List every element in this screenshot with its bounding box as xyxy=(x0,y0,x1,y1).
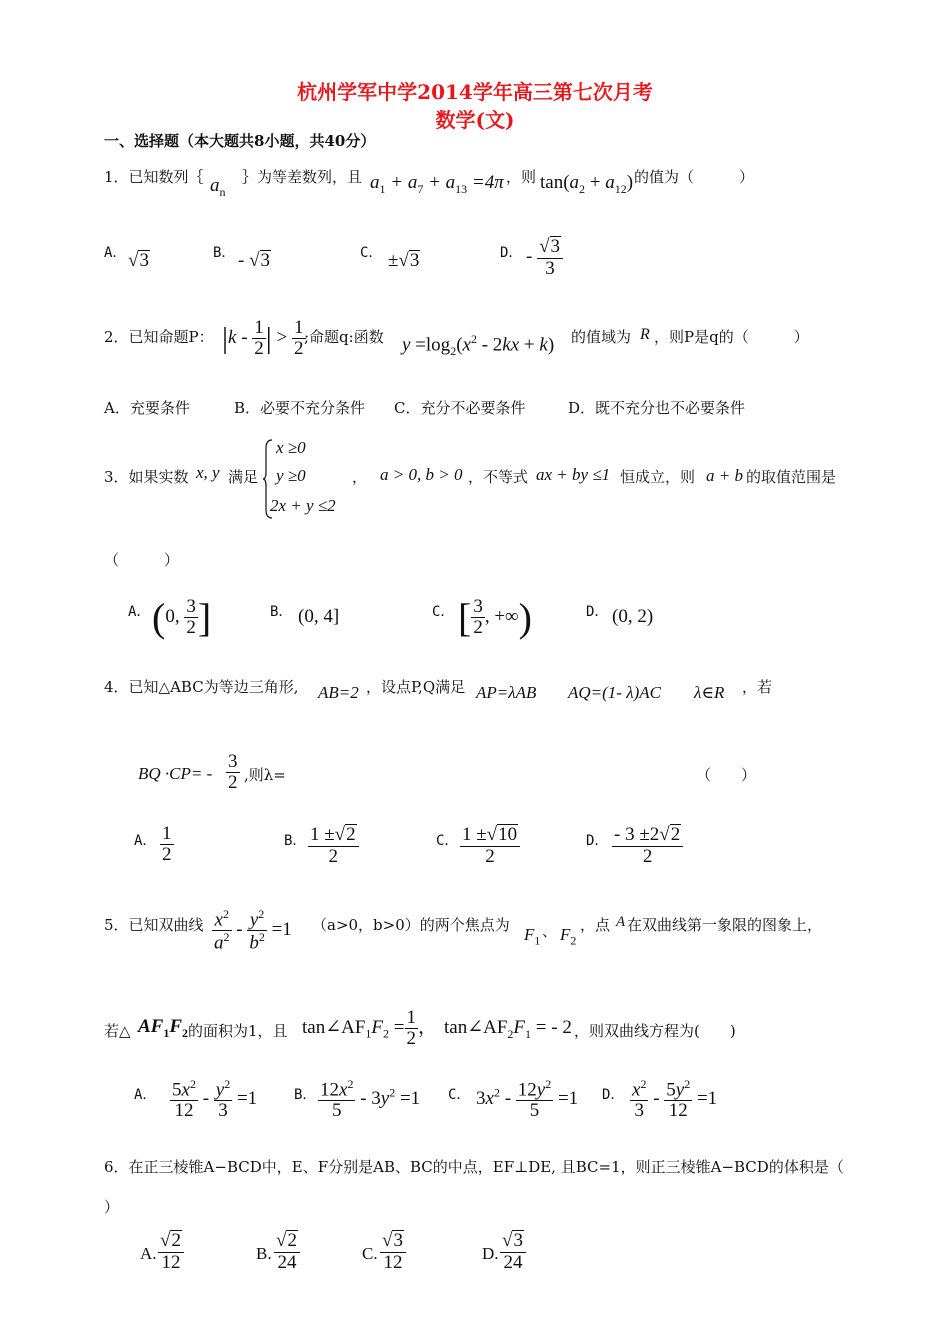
q4-option-b: $\frac{1 \pm√2}{2}$ xyxy=(308,824,359,867)
q4-option-b-label: B． xyxy=(284,833,307,849)
q3-option-a: (0, $\frac{3}{2}$ ] xyxy=(152,595,212,640)
q3-comma: ， xyxy=(352,468,368,486)
q3-option-b: (0, 4] xyxy=(298,606,340,627)
q3-option-c-label: C． xyxy=(432,604,455,620)
q3-cond-1: x ≥0 xyxy=(276,438,306,457)
q4-stem-b: ，设点P,Q满足 xyxy=(366,678,466,696)
q6-option-d: $\frac{√3}{24}$ xyxy=(500,1230,526,1273)
q1-stem-c: ，则 xyxy=(506,168,537,186)
question-1 xyxy=(104,166,204,187)
q3-stem-c: ，不等式 xyxy=(468,468,529,486)
q5-line2-b: 的面积为1，且 xyxy=(188,1022,288,1040)
q6-option-b: $\frac{√2}{24}$ xyxy=(274,1230,300,1273)
q6-option-c-label: C. xyxy=(362,1244,378,1263)
q3-apb: a + b xyxy=(706,466,743,485)
q2-function: $y =\log_2(x^2 - 2kx + k)$ xyxy=(402,332,555,359)
q4-option-a-label: A． xyxy=(134,833,157,849)
q1-stem-d: 的值为（ ） xyxy=(634,168,755,186)
q1-option-b-label: B． xyxy=(213,245,236,261)
q4-aq: AQ=(1- λ)AC xyxy=(568,683,661,702)
q5-option-d-label: D． xyxy=(602,1087,625,1103)
q6-stem: 6．在正三棱锥A−BCD中，E、F分别是AB、BC的中点，EF⊥DE, 且BC=1，则正三棱锥A−BCD的体积是（ xyxy=(104,1158,844,1176)
q4-stem-a: 4．已知△ABC为等边三角形, xyxy=(104,678,299,696)
q3-option-c: [ $\frac{3}{2}$ , +∞) xyxy=(458,595,532,640)
q3-option-b-label: B． xyxy=(270,604,293,620)
q4-paren: （ ） xyxy=(696,766,757,784)
page-title: 杭州学军中学2014学年高三第七次月考 xyxy=(297,80,653,104)
q2-stem-b: ;命题q:函数 xyxy=(304,328,384,346)
q4-option-d-label: D． xyxy=(586,833,609,849)
q2-stem-a: 2．已知命题P： xyxy=(104,328,214,346)
q1-option-d-label: D． xyxy=(500,245,523,261)
q2-stem-d: ，则P是q的（ ） xyxy=(654,328,809,346)
q4-then: ,则λ= xyxy=(244,766,286,784)
q3-option-d: (0, 2) xyxy=(612,606,654,627)
q3-stem-a: 3．如果实数 xyxy=(104,468,189,486)
q5-option-b-label: B． xyxy=(294,1087,317,1103)
q3-cond-3: 2x + y ≤2 xyxy=(270,496,336,515)
q1-stem-b: ｝为等差数列，且 xyxy=(242,168,363,186)
q5-option-b: $\frac{12x^2}{5}$ - $3y^2 =1$ xyxy=(320,1077,421,1122)
q5-stem-a: 5．已知双曲线 xyxy=(104,916,204,934)
q6-option-c: $\frac{√3}{12}$ xyxy=(380,1230,406,1273)
q3-xy: x, y xyxy=(196,463,220,482)
q2-option-d: D．既不充分也不必要条件 xyxy=(568,399,746,417)
q1-option-d: - $\frac{√3}{3}$ xyxy=(526,236,563,279)
q4-ab: AB=2 xyxy=(318,683,359,702)
q1-stem-a: 1．已知数列｛ xyxy=(104,168,204,186)
q5-option-a: $\frac{5x^2}{12}$ - $\frac{y^2}{3}$ =1 xyxy=(172,1077,258,1122)
q3-stem-e: 的取值范围是 xyxy=(746,468,837,486)
q1-option-a: √3 xyxy=(128,250,149,271)
q3-stem-b: 满足 xyxy=(228,468,259,486)
q4-option-a: $\frac{1}{2}$ xyxy=(162,823,172,865)
q3-paren: （ ） xyxy=(104,551,180,569)
q2-r: R xyxy=(640,326,650,343)
q3-ab: a > 0, b > 0 xyxy=(380,465,463,484)
q4-option-c: $\frac{1 \pm√10}{2}$ xyxy=(460,824,520,867)
q3-inequality: ax + by ≤1 xyxy=(536,465,611,484)
q6-option-b-label: B. xyxy=(256,1244,272,1263)
q5-f1: $F_1$ xyxy=(524,925,541,948)
q5-stem-c: 在双曲线第一象限的图象上， xyxy=(627,916,823,934)
q1-option-a-label: A． xyxy=(104,245,127,261)
q1-option-c: ±√3 xyxy=(388,250,420,271)
q5-sep: 、 xyxy=(542,922,558,940)
q1-option-c-label: C． xyxy=(360,245,383,261)
q5-point-a: A xyxy=(616,914,626,930)
q2-condition: |k - $\frac{1}{2}$ | > $\frac{1}{2}$ xyxy=(222,317,304,359)
q3-option-d-label: D． xyxy=(586,604,609,620)
q1-option-b: - √3 xyxy=(238,250,271,271)
q5-tan2: $\tan\angle AF_2F_1$ = - 2 xyxy=(444,1017,572,1041)
q4-option-d: $\frac{- 3 \pm 2√2}{2}$ xyxy=(612,824,683,867)
q2-option-b: B．必要不充分条件 xyxy=(234,399,366,417)
q5-line2-c: ，则双曲线方程为( ) xyxy=(574,1022,736,1040)
q1-seq: $a_n$ xyxy=(210,175,226,199)
q5-stem-b: ，点 xyxy=(580,916,611,934)
q4-value: $\frac{3}{2}$ xyxy=(228,751,238,793)
page-subtitle: 数学(文) xyxy=(435,108,515,132)
q2-option-a: A．充要条件 xyxy=(104,399,190,417)
q5-tan1: $\tan\angle AF_1F_2$ = $\frac{1}{2}$ ， xyxy=(302,1007,438,1049)
q4-option-c-label: C． xyxy=(436,833,459,849)
section-heading: 一、选择题（本大题共8小题，共40分） xyxy=(104,132,376,150)
q6-option-d-label: D. xyxy=(482,1244,499,1263)
q2-stem-c: 的值域为 xyxy=(571,328,632,346)
q5-hyperbola: $\frac{x^2}{a^2}$ - $\frac{y^2}{b^2}$ =1 xyxy=(214,907,292,954)
q1-condition: $a_1 + a_7 + a_{13} =4\pi$ xyxy=(370,172,504,196)
q5-option-c-label: C． xyxy=(448,1087,471,1103)
q5-option-c: $3x^2$ - $\frac{12y^2}{5}$ =1 xyxy=(476,1077,579,1122)
q6-option-a-label: A. xyxy=(140,1244,157,1263)
q4-stem-c: ，若 xyxy=(742,678,773,696)
q4-lambda: λ∈R xyxy=(694,683,725,702)
q5-triangle: $AF_1F_2$ xyxy=(138,1016,189,1040)
q6-option-a: $\frac{√2}{12}$ xyxy=(158,1230,184,1273)
q2-option-c: C．充分不必要条件 xyxy=(394,399,526,417)
q3-cond-2: y ≥0 xyxy=(276,466,306,485)
q3-stem-d: 恒成立，则 xyxy=(620,468,696,486)
q5-cond: （a>0，b>0）的两个焦点为 xyxy=(312,916,510,934)
q5-f2: $F_2$ xyxy=(560,925,577,948)
q5-line2-a: 若△ xyxy=(104,1022,131,1040)
q1-target: $\tan(a_2 + a_{12})$ xyxy=(540,172,634,196)
q5-option-a-label: A． xyxy=(134,1087,157,1103)
q4-dot-product: BQ ·CP= - xyxy=(138,764,213,783)
q3-option-a-label: A． xyxy=(128,604,151,620)
q6-close: ） xyxy=(104,1198,120,1216)
q5-option-d: $\frac{x^2}{3}$ - $\frac{5y^2}{12}$ =1 xyxy=(632,1077,718,1122)
q4-ap: AP=λAB xyxy=(476,683,537,702)
